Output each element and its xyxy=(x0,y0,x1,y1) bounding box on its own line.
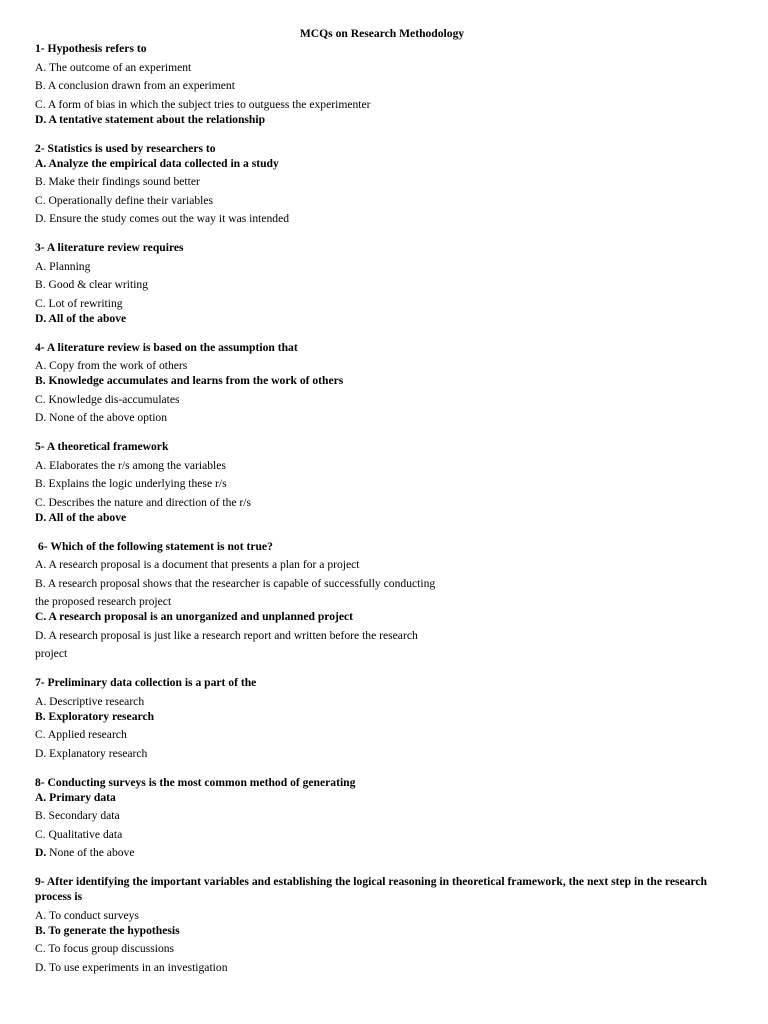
question-stem: 7- Preliminary data collection is a part of the xyxy=(35,676,257,689)
option-c: C. A form of bias in which the subject tries to outguess the experimenter xyxy=(35,97,371,111)
option-a: A. Descriptive research xyxy=(35,694,145,708)
option-b: B. Secondary data xyxy=(35,809,120,822)
document-page xyxy=(35,26,735,975)
question-2 xyxy=(35,141,735,227)
option-a-correct: A. Primary data xyxy=(35,790,116,804)
question-stem: 2- Statistics is used by researchers to xyxy=(35,141,216,155)
option-d-correct: D. All of the above xyxy=(35,311,127,325)
option-b-continuation: the proposed research project xyxy=(35,595,172,608)
option-d: D. A research proposal is just like a research report and written before the research xyxy=(35,628,418,642)
option-letter: D. xyxy=(35,846,47,859)
option-b-correct: B. Exploratory research xyxy=(35,709,155,723)
option-a: A. To conduct surveys xyxy=(35,908,139,922)
question-stem: 5- A theoretical framework xyxy=(35,440,169,453)
option-d-correct: D. All of the above xyxy=(35,510,127,524)
option-b: B. Good & clear writing xyxy=(35,278,149,291)
option-c: C. Operationally define their variables xyxy=(35,193,214,207)
option-a: A. Planning xyxy=(35,259,91,273)
option-d-continuation: project xyxy=(35,647,68,660)
question-stem: 3- A literature review requires xyxy=(35,241,184,254)
option-a-correct: A. Analyze the empirical data collected in a study xyxy=(35,156,279,170)
question-stem: 6- Which of the following statement is not true? xyxy=(38,539,273,553)
option-d: D. None of the above option xyxy=(35,411,168,424)
option-a: A. The outcome of an experiment xyxy=(35,60,192,74)
question-stem: 8- Conducting surveys is the most common method of generating xyxy=(35,775,356,789)
option-a: A. Elaborates the r/s among the variables xyxy=(35,458,226,472)
question-stem: 1- Hypothesis refers to xyxy=(35,42,147,55)
option-c: C. Lot of rewriting xyxy=(35,296,123,310)
option-c: C. To focus group discussions xyxy=(35,942,175,955)
option-b: B. A conclusion drawn from an experiment xyxy=(35,79,235,92)
question-4 xyxy=(35,340,735,426)
option-c: C. Knowledge dis-accumulates xyxy=(35,392,180,406)
option-d: D. To use experiments in an investigation xyxy=(35,960,228,974)
question-7 xyxy=(35,675,735,761)
option-text: None of the above xyxy=(46,846,135,859)
question-6 xyxy=(35,539,735,662)
option-d-correct: D. A tentative statement about the relationship xyxy=(35,112,266,126)
document-title: MCQs on Research Methodology xyxy=(299,27,465,40)
option-c: C. Applied research xyxy=(35,728,127,741)
question-3 xyxy=(35,240,735,326)
option-c: C. Describes the nature and direction of the r/s xyxy=(35,495,252,509)
question-5 xyxy=(35,439,735,525)
option-c: C. Qualitative data xyxy=(35,827,123,841)
option-d: D. Explanatory research xyxy=(35,746,148,760)
option-b-correct: B. Knowledge accumulates and learns from the work of others xyxy=(35,374,344,387)
option-d xyxy=(35,845,735,860)
question-1 xyxy=(35,41,735,127)
question-stem: 4- A literature review is based on the assumption that xyxy=(35,340,298,354)
option-a: A. Copy from the work of others xyxy=(35,359,188,372)
question-9 xyxy=(35,874,735,975)
option-b: B. A research proposal shows that the researcher is capable of successfully conducting xyxy=(35,576,436,590)
option-c-correct: C. A research proposal is an unorganized and unplanned project xyxy=(35,610,354,623)
option-b: B. Make their findings sound better xyxy=(35,175,200,188)
question-stem: 9- After identifying the important variables and establishing the logical reasoning in theoretical framework, the next step in the research process is xyxy=(35,875,707,903)
option-b: B. Explains the logic underlying these r/s xyxy=(35,477,227,490)
question-8 xyxy=(35,775,735,861)
option-a: A. A research proposal is a document that presents a plan for a project xyxy=(35,558,360,571)
option-d: D. Ensure the study comes out the way it was intended xyxy=(35,212,290,225)
option-b-correct: B. To generate the hypothesis xyxy=(35,923,180,937)
